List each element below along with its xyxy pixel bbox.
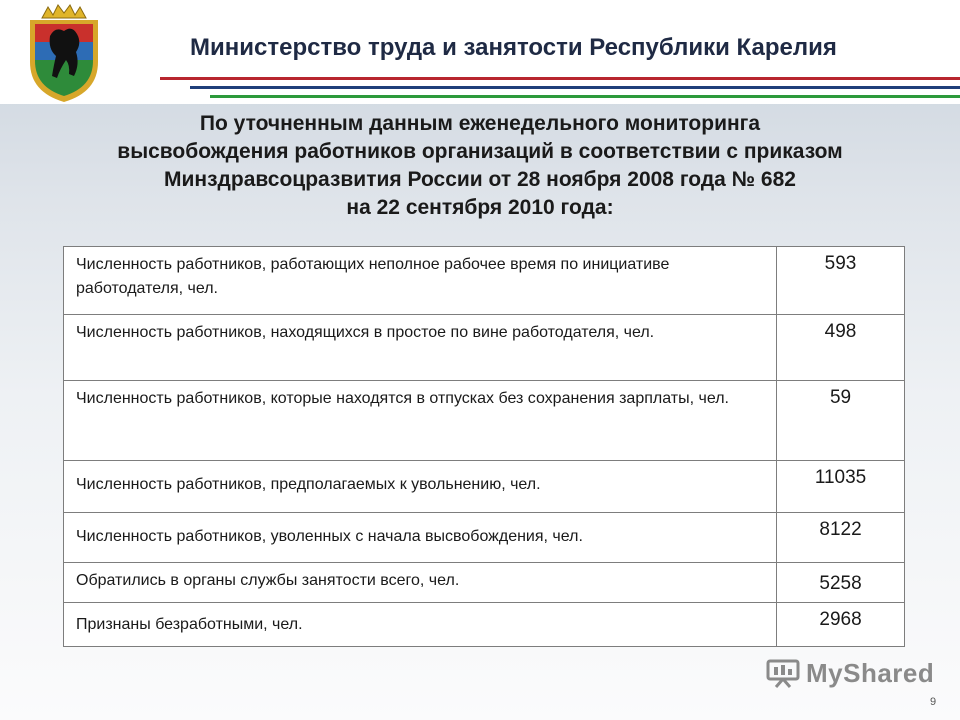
row-value: 498 <box>777 315 905 381</box>
watermark-text: MyShared <box>806 658 935 688</box>
row-label: Численность работников, работающих неполное рабочее время по инициативе работодателя, чел. <box>64 247 777 315</box>
row-value: 59 <box>777 381 905 461</box>
table-row <box>64 315 905 381</box>
ministry-title: Министерство труда и занятости Республики Карелия <box>190 34 837 61</box>
slide-subtitle <box>40 110 920 222</box>
subtitle-line: Минздравсоцразвития России от 28 ноября 2008 года № 682 <box>164 168 796 191</box>
row-value: 5258 <box>777 563 905 603</box>
decorative-red-line <box>160 77 960 80</box>
row-value: 8122 <box>777 513 905 563</box>
table-row <box>64 247 905 315</box>
subtitle-line: По уточненным данным еженедельного мониторинга <box>199 112 761 135</box>
row-value: 11035 <box>777 461 905 513</box>
decorative-green-line <box>210 95 960 98</box>
decorative-blue-line <box>190 86 960 89</box>
row-value: 593 <box>777 247 905 315</box>
row-value: 2968 <box>777 603 905 647</box>
row-label: Численность работников, предполагаемых к увольнению, чел. <box>64 461 777 513</box>
page-number: 9 <box>930 696 937 708</box>
table-row <box>64 563 905 603</box>
row-label: Численность работников, которые находятся в отпусках без сохранения зарплаты, чел. <box>64 381 777 461</box>
subtitle-line: на 22 сентября 2010 года: <box>346 196 614 219</box>
subtitle-line: высвобождения работников организаций в соответствии с приказом <box>117 140 843 163</box>
statistics-table <box>63 246 905 647</box>
row-label: Признаны безработными, чел. <box>64 603 777 647</box>
table-row <box>64 603 905 647</box>
table-row <box>64 381 905 461</box>
watermark <box>766 656 935 692</box>
row-label: Численность работников, находящихся в простое по вине работодателя, чел. <box>64 315 777 381</box>
table-row <box>64 461 905 513</box>
row-label: Обратились в органы службы занятости всего, чел. <box>64 563 777 603</box>
presentation-board-icon <box>766 658 800 688</box>
coat-of-arms-icon <box>22 4 106 104</box>
header-bar <box>0 0 960 104</box>
table-row <box>64 513 905 563</box>
row-label: Численность работников, уволенных с начала высвобождения, чел. <box>64 513 777 563</box>
